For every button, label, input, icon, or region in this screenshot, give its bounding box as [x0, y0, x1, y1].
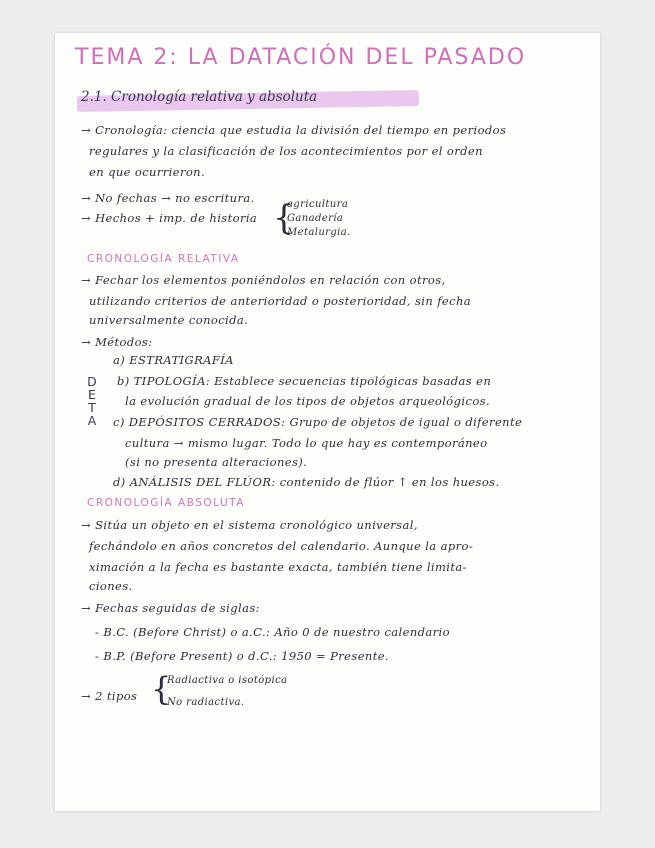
- absoluta-line-2: fechándolo en años concretos del calendario. Aunque la apro-: [89, 539, 474, 553]
- intro-line-1: → Cronología: ciencia que estudia la división del tiempo en periodos: [81, 123, 507, 137]
- sigla-bp: - B.P. (Before Present) o d.C.: 1950 = Presente.: [95, 649, 389, 663]
- method-b-line-2: la evolución gradual de los tipos de objetos arqueológicos.: [125, 394, 490, 408]
- method-c-line-2: cultura → mismo lugar. Todo lo que hay es contemporáneo: [125, 436, 488, 450]
- no-fechas-line: → No fechas → no escritura.: [81, 191, 255, 205]
- method-a: a) ESTRATIGRAFÍA: [113, 353, 234, 367]
- tipo-2: No radiactiva.: [167, 697, 245, 708]
- siglas-label: → Fechas seguidas de siglas:: [81, 601, 260, 615]
- intro-line-2: regulares y la clasificación de los acontecimientos por el orden: [89, 144, 483, 158]
- acronym-letter: T: [88, 400, 96, 415]
- method-d: d) ANÁLISIS DEL FLÚOR: contenido de flúor ↑ en los huesos.: [113, 475, 500, 489]
- deta-acronym: [86, 375, 98, 427]
- sigla-bc: - B.C. (Before Christ) o a.C.: Año 0 de nuestro calendario: [95, 625, 450, 639]
- absoluta-line-1: → Sitúa un objeto en el sistema cronológico universal,: [81, 518, 418, 532]
- tipos-label: → 2 tipos: [81, 689, 138, 703]
- brace-hechos: {: [273, 198, 295, 238]
- absoluta-line-4: ciones.: [89, 579, 133, 593]
- notebook-page: [55, 33, 600, 811]
- acronym-letter: D: [87, 374, 97, 389]
- method-c-line-1: c) DEPÓSITOS CERRADOS: Grupo de objetos de igual o diferente: [113, 415, 523, 429]
- absoluta-line-3: ximación a la fecha es bastante exacta, también tiene limita-: [89, 560, 467, 574]
- brace-tipos: {: [151, 670, 172, 708]
- acronym-letter: E: [88, 387, 96, 402]
- hechos-item-2: Ganadería: [287, 213, 344, 224]
- method-c-line-3: (si no presenta alteraciones).: [125, 455, 308, 469]
- relativa-line-1: → Fechar los elementos poniéndolos en relación con otros,: [81, 273, 446, 287]
- method-b-line-1: b) TIPOLOGÍA: Establece secuencias tipológicas basadas en: [117, 374, 492, 388]
- intro-line-3: en que ocurrieron.: [89, 165, 206, 179]
- relativa-heading: CRONOLOGÍA RELATIVA: [87, 253, 240, 265]
- section-subtitle: [81, 89, 317, 109]
- hechos-line: → Hechos + imp. de historia: [81, 211, 258, 225]
- relativa-line-3: universalmente conocida.: [89, 313, 249, 327]
- metodos-label: → Métodos:: [81, 335, 153, 349]
- acronym-letter: A: [87, 413, 97, 428]
- page-title: TEMA 2: LA DATACIÓN DEL PASADO: [75, 45, 527, 70]
- hechos-item-3: Metalurgia.: [287, 227, 351, 238]
- absoluta-heading: CRONOLOGÍA ABSOLUTA: [87, 497, 245, 509]
- subtitle-text: 2.1. Cronología relativa y absoluta: [81, 89, 318, 105]
- tipo-1: Radiactiva o isotópica: [167, 675, 288, 686]
- relativa-line-2: utilizando criterios de anterioridad o posterioridad, sin fecha: [89, 294, 472, 308]
- hechos-item-1: agricultura: [287, 199, 349, 210]
